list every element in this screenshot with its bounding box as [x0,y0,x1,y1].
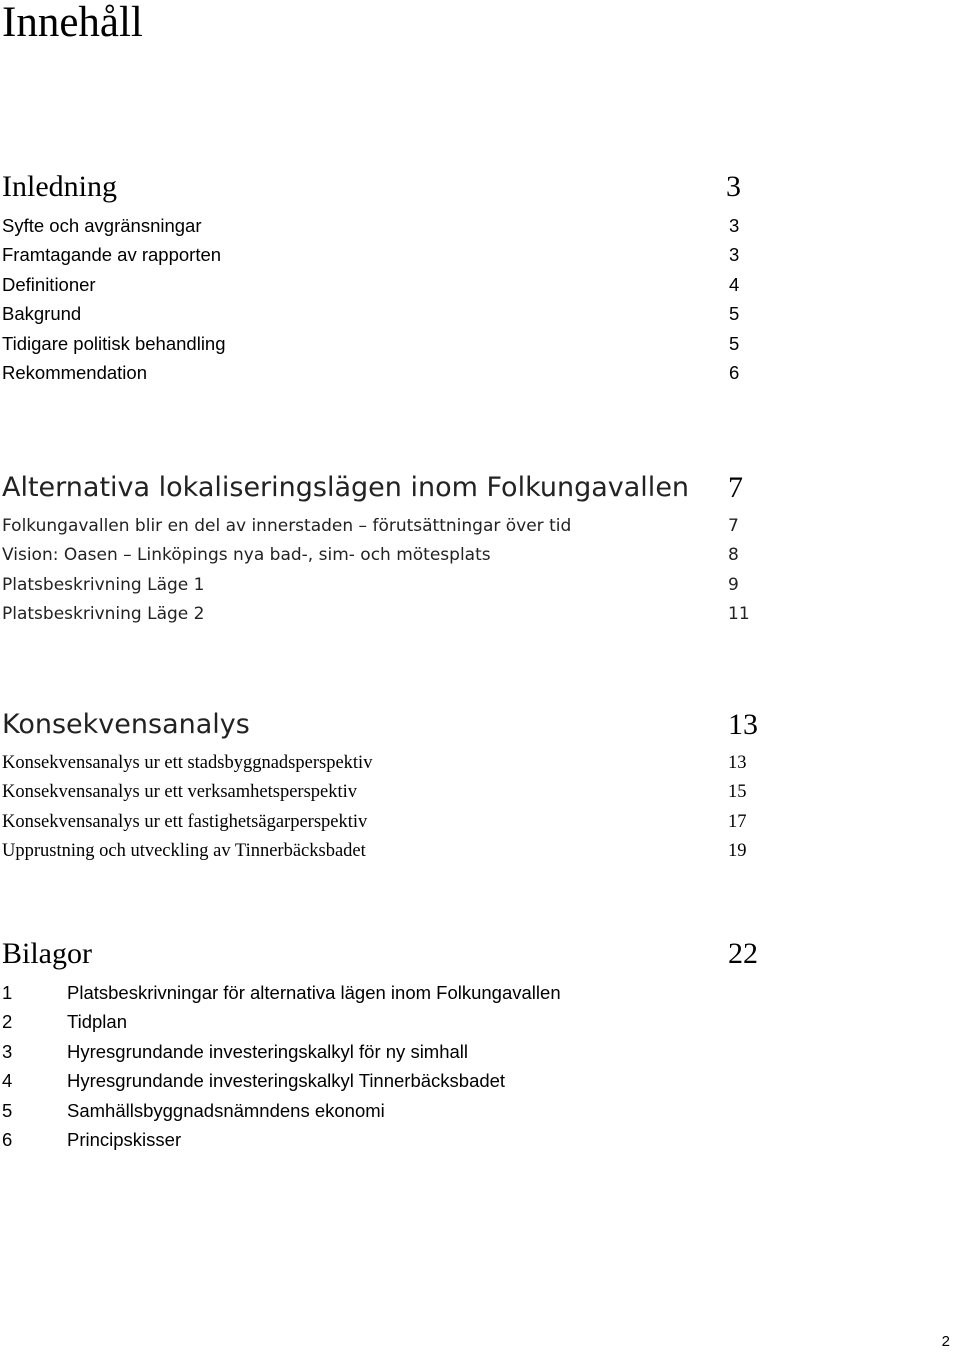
section-title: Konsekvensanalys [2,709,250,740]
toc-entry[interactable] [0,211,960,240]
page-title: Innehåll [2,0,143,46]
entry-label: Tidplan [67,1011,127,1033]
entry-label: Konsekvensanalys ur ett fastighetsägarperspektiv [2,811,368,832]
entry-page: 3 [729,244,740,266]
toc-entry[interactable] [0,329,960,358]
section-title: Bilagor [2,937,92,970]
toc-entry[interactable] [0,512,960,541]
section-page: 3 [726,170,741,203]
entry-page: 5 [729,303,740,325]
toc-section-heading[interactable] [0,167,960,207]
entry-label: Tidigare politisk behandling [2,332,226,354]
toc-section-heading[interactable] [0,468,960,508]
appendix-number: 3 [2,1040,13,1062]
toc-section-heading[interactable] [0,705,960,745]
entry-page: 5 [729,332,740,354]
toc-entry[interactable] [0,837,960,866]
entry-label: Syfte och avgränsningar [2,215,202,236]
appendix-number: 2 [2,1011,13,1033]
appendix-number: 5 [2,1099,13,1121]
entry-label: Bakgrund [2,303,82,325]
entry-label: Hyresgrundande investeringskalkyl för ny simhall [67,1040,469,1062]
entry-page: 7 [728,516,739,536]
entry-label: Platsbeskrivning Läge 2 [2,604,205,625]
toc-entry[interactable] [0,749,960,778]
entry-page: 9 [728,574,739,595]
toc-section-konsekvensanalys [0,705,960,867]
toc-section-inledning [0,167,960,387]
appendix-entry[interactable] [0,1037,960,1066]
entry-label: Principskisser [67,1128,182,1150]
section-title: Inledning [2,170,117,203]
appendix-number: 4 [2,1070,13,1092]
entry-page: 8 [728,545,739,566]
entry-label: Vision: Oasen – Linköpings nya bad-, sim- och mötesplats [2,545,491,566]
entry-page: 11 [728,604,750,625]
entry-label: Definitioner [2,273,96,295]
entry-label: Platsbeskrivningar för alternativa lägen inom Folkungavallen [67,982,561,1003]
appendix-entry[interactable] [0,1007,960,1036]
page-number: 2 [941,1333,950,1350]
toc-entry[interactable] [0,571,960,600]
appendix-entry[interactable] [0,1096,960,1125]
entry-label: Upprustning och utveckling av Tinnerbäcksbadet [2,841,366,862]
entry-page: 17 [728,811,747,832]
toc-entry[interactable] [0,299,960,328]
toc-section-alternativa [0,468,960,630]
section-title: Alternativa lokaliseringslägen inom Folkungavallen [2,472,690,503]
entry-label: Hyresgrundande investeringskalkyl Tinnerbäcksbadet [67,1070,506,1092]
toc-entry[interactable] [0,358,960,387]
section-page: 13 [728,708,758,741]
section-page: 7 [728,471,743,504]
toc-section-heading[interactable] [0,934,960,974]
entry-page: 13 [728,753,747,773]
toc-entry[interactable] [0,808,960,837]
toc-entry[interactable] [0,600,960,629]
entry-label: Samhällsbyggnadsnämndens ekonomi [67,1099,385,1121]
entry-page: 19 [728,841,747,862]
entry-page: 4 [729,273,740,295]
toc-entry[interactable] [0,541,960,570]
appendix-number: 1 [2,982,13,1003]
appendix-entry[interactable] [0,1125,960,1154]
entry-label: Konsekvensanalys ur ett verksamhetsperspektiv [2,782,358,803]
toc-section-bilagor [0,934,960,1154]
entry-page: 6 [729,361,740,383]
section-page: 22 [728,937,758,970]
toc-entry[interactable] [0,240,960,269]
entry-label: Konsekvensanalys ur ett stadsbyggnadsperspektiv [2,753,373,773]
entry-page: 3 [729,215,740,236]
appendix-number: 6 [2,1128,13,1150]
entry-label: Platsbeskrivning Läge 1 [2,574,205,595]
entry-page: 15 [728,782,747,803]
appendix-entry[interactable] [0,978,960,1007]
appendix-entry[interactable] [0,1066,960,1095]
entry-label: Folkungavallen blir en del av innerstaden – förutsättningar över tid [2,516,572,536]
entry-label: Framtagande av rapporten [2,244,222,266]
entry-label: Rekommendation [2,361,147,383]
toc-entry[interactable] [0,270,960,299]
toc-entry[interactable] [0,778,960,807]
